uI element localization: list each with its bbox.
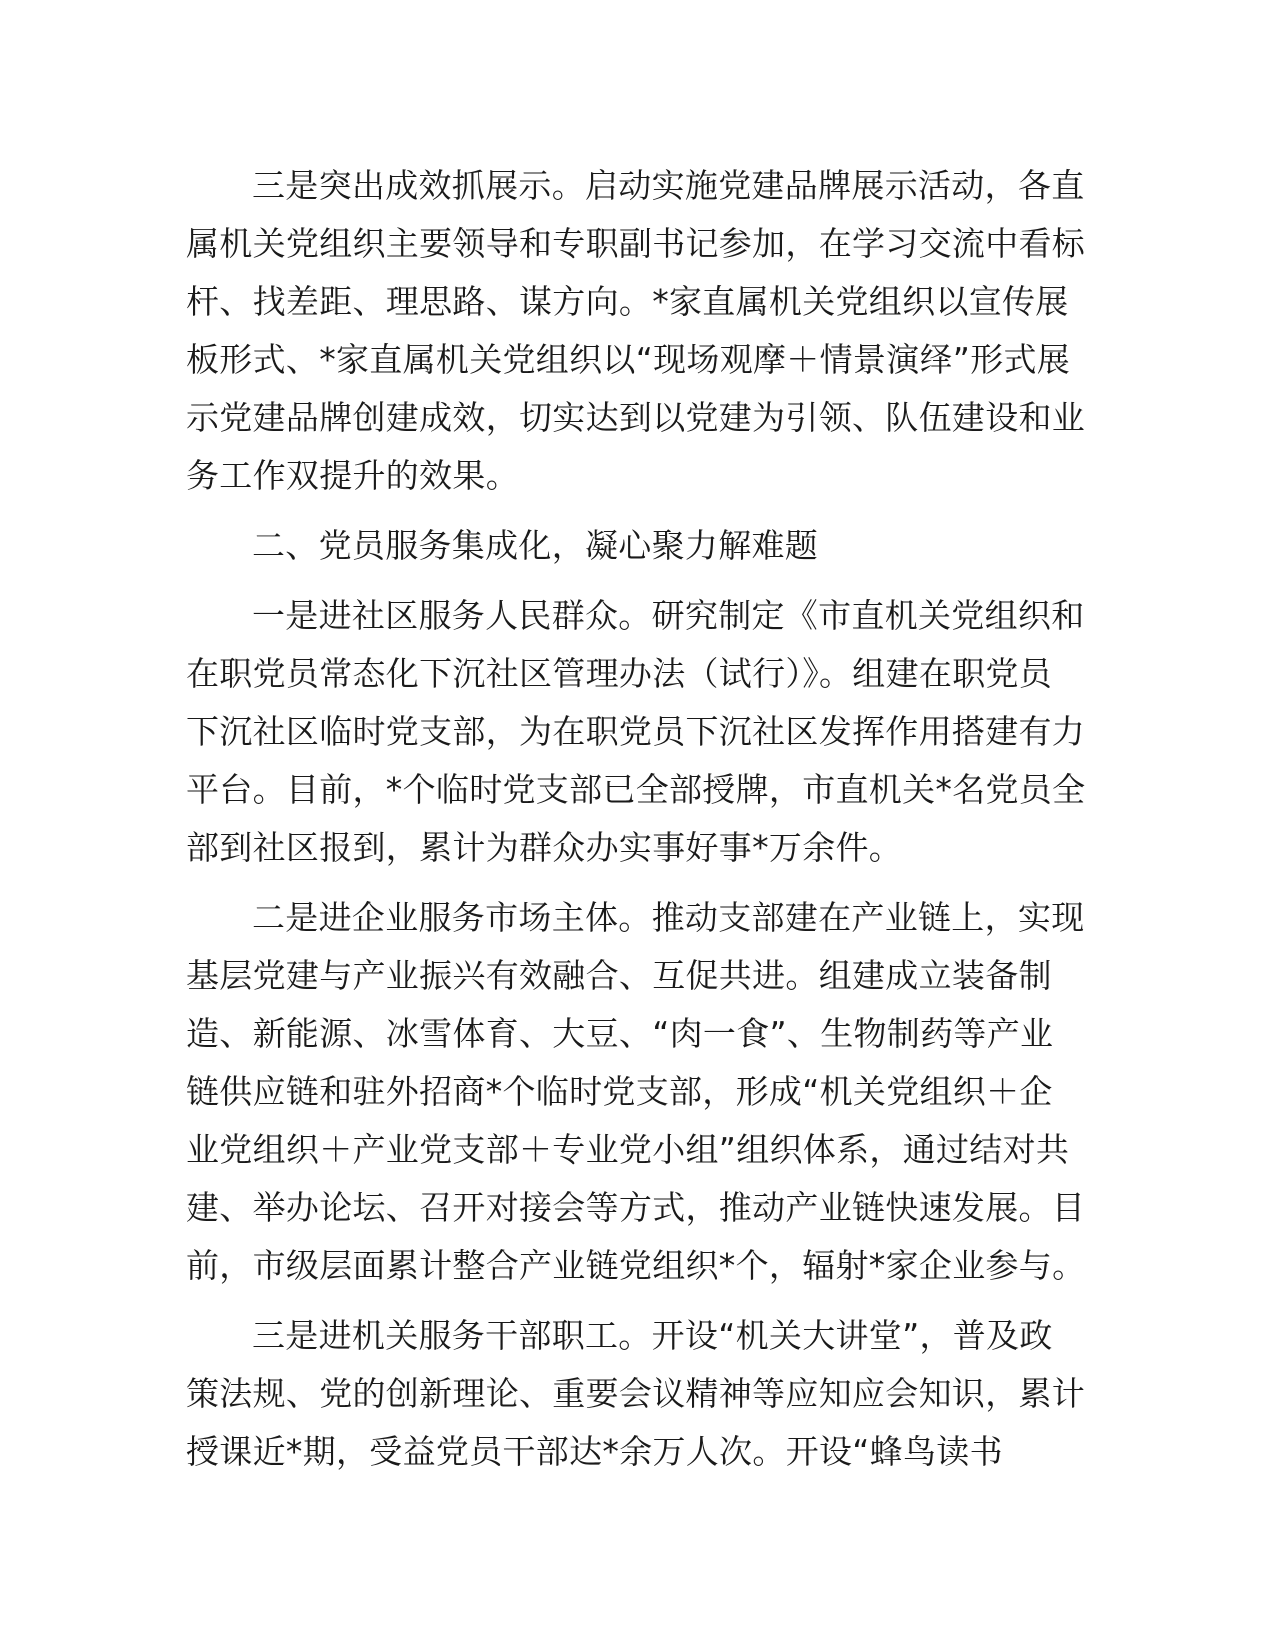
text-line: 基层党建与产业振兴有效融合、互促共进。组建成立装备制 xyxy=(186,956,1052,995)
paragraph-enterprise-service xyxy=(186,889,1088,1295)
text-line: 一是进社区服务人民群众。研究制定《市直机关党组织和 xyxy=(252,596,1085,635)
text-line: 平台。目前，*个临时党支部已全部授牌，市直机关*名党员全 xyxy=(186,770,1086,809)
text-line: 属机关党组织主要领导和专职副书记参加，在学习交流中看标 xyxy=(186,224,1086,263)
text-line: 策法规、党的创新理论、重要会议精神等应知应会知识，累计 xyxy=(186,1374,1086,1413)
text-line: 前，市级层面累计整合产业链党组织*个，辐射*家企业参与。 xyxy=(186,1246,1086,1285)
text-line: 三是进机关服务干部职工。开设“机关大讲堂”，普及政 xyxy=(252,1316,1053,1355)
paragraph-cadre-service xyxy=(186,1307,1088,1481)
text-line: 示党建品牌创建成效，切实达到以党建为引领、队伍建设和业 xyxy=(186,398,1086,437)
paragraph-showcase-results xyxy=(186,157,1088,505)
text-line: 授课近*期，受益党员干部达*余万人次。开设“蜂鸟读书 xyxy=(186,1432,1003,1471)
text-line: 业党组织＋产业党支部＋专业党小组”组织体系，通过结对共 xyxy=(186,1130,1070,1169)
text-line: 务工作双提升的效果。 xyxy=(186,456,519,495)
section-heading-text: 二、党员服务集成化，凝心聚力解难题 xyxy=(252,526,819,565)
text-line: 链供应链和驻外招商*个临时党支部，形成“机关党组织＋企 xyxy=(186,1072,1053,1111)
text-line: 三是突出成效抓展示。启动实施党建品牌展示活动，各直 xyxy=(252,166,1085,205)
document-body xyxy=(186,157,1088,1493)
text-line: 二是进企业服务市场主体。推动支部建在产业链上，实现 xyxy=(252,898,1085,937)
text-line: 在职党员常态化下沉社区管理办法（试行）》。组建在职党员 xyxy=(186,654,1053,693)
text-line: 杆、找差距、理思路、谋方向。*家直属机关党组织以宣传展 xyxy=(186,282,1069,321)
text-line: 建、举办论坛、召开对接会等方式，推动产业链快速发展。目 xyxy=(186,1188,1086,1227)
section-heading xyxy=(186,517,1088,575)
text-line: 板形式、*家直属机关党组织以“现场观摩＋情景演绎”形式展 xyxy=(186,340,1071,379)
paragraph-community-service xyxy=(186,587,1088,877)
text-line: 造、新能源、冰雪体育、大豆、“肉一食”、生物制药等产业 xyxy=(186,1014,1054,1053)
text-line: 下沉社区临时党支部，为在职党员下沉社区发挥作用搭建有力 xyxy=(186,712,1086,751)
text-line: 部到社区报到，累计为群众办实事好事*万余件。 xyxy=(186,828,903,867)
